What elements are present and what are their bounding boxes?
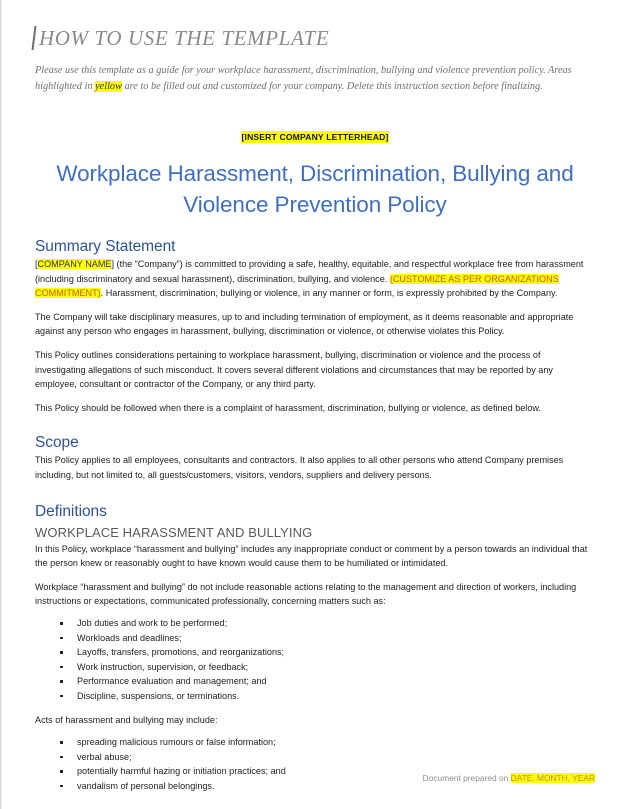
instruction-paragraph [35, 63, 589, 94]
document-content [35, 0, 595, 793]
list-item: Work instruction, supervision, or feedback; [35, 660, 595, 675]
summary-p1-text-b: . Harassment, discrimination, bullying or violence, in any manner or form, is expressly prohibited by the Company. [100, 288, 558, 299]
list-item: Job duties and work to be performed; [35, 616, 595, 631]
summary-paragraph-4: This Policy should be followed when there is a complaint of harassment, discrimination, bullying or violence, as defined below. [35, 402, 541, 413]
company-bracket-close: ] [111, 259, 115, 269]
customize-placeholder[interactable]: (CUSTOMIZE AS PER ORGANIZATIONS COMMITMENT) [35, 273, 559, 299]
list-item: Performance evaluation and management; and [35, 674, 595, 689]
list-item: Workloads and deadlines; [35, 631, 595, 646]
definitions-paragraph-1: In this Policy, workplace “harassment and bullying” includes any inappropriate conduct or comment by a person towards an individual that the person knew or reasonably ought to have known would cause them to be humiliated or intimidated. [35, 543, 588, 569]
list-item: vandalism of personal belongings. [35, 779, 595, 794]
list-item: verbal abuse; [35, 750, 595, 765]
footer-date-placeholder[interactable]: DATE, MONTH, YEAR [510, 773, 595, 783]
letterhead-placeholder[interactable]: [INSERT COMPANY LETTERHEAD] [241, 132, 389, 142]
scope-paragraph-1: This Policy applies to all employees, consultants and contractors. It also applies to all other persons who attend Company premises including, but not limited to, all guests/customers, visitors, vendors, suppliers and delivery persons. [35, 455, 564, 480]
list-item: Discipline, suspensions, or terminations. [35, 689, 595, 704]
list-item: spreading malicious rumours or false information; [35, 735, 595, 750]
instruction-heading-row [35, 26, 595, 52]
instruction-heading: HOW TO USE THE TEMPLATE [39, 26, 330, 50]
page-edge-line-soft [1, 0, 2, 809]
definitions-paragraph-2: Workplace “harassment and bullying” do not include reasonable actions relating to the management and direction of workers, including instructions or expectations, communicated professionally, concerning matters such as: [35, 581, 577, 607]
summary-p1-text-a: (the “Company”) is committed to providing a safe, healthy, equitable, and respectful workplace free from harassment (including discriminatory and sexual harassment), discrimination, bullying, and violence. [35, 259, 584, 284]
exclusions-bullet-list [35, 616, 595, 704]
list-item: Layoffs, transfers, promotions, and reorganizations; [35, 645, 595, 660]
page-title: Workplace Harassment, Discrimination, Bullying and Violence Prevention Policy [56, 161, 574, 217]
heading-summary-statement: Summary Statement [35, 238, 176, 255]
company-name-placeholder[interactable]: COMPANY NAME [37, 259, 112, 269]
list-item: potentially harmful hazing or initiation practices; and [35, 764, 595, 779]
footer-prepared-label: Document prepared on [422, 773, 511, 783]
company-bracket-open: [ [35, 259, 38, 269]
acts-bullet-list [35, 735, 595, 793]
document-footer [35, 772, 595, 784]
summary-paragraph-1 [35, 257, 591, 301]
letterhead-row [35, 127, 595, 145]
heading-scope: Scope [35, 434, 79, 452]
subheading-workplace-harassment-and-bullying: WORKPLACE HARASSMENT AND BULLYING [35, 524, 313, 540]
instruction-text-part1: Please use this template as a guide for your workplace harassment, discrimination, bullying and violence prevention policy. Areas highlighted in [35, 65, 572, 92]
instruction-yellow-word: yellow [95, 80, 122, 92]
instruction-text-part2: are to be filled out and customized for your company. Delete this instruction section before finalizing. [121, 80, 543, 92]
acts-intro-paragraph: Acts of harassment and bullying may include: [35, 715, 218, 726]
heading-definitions: Definitions [35, 502, 107, 520]
summary-paragraph-2: The Company will take disciplinary measures, up to and including termination of employment, as it deems reasonable and appropriate against any person who engages in harassment, bullying, discrimination or violence, or otherwise violates this Policy. [35, 311, 574, 337]
summary-paragraph-3: This Policy outlines considerations pertaining to workplace harassment, bullying, discrimination or violence and the process of investigating allegations of such misconduct. It covers several different violations and circumstances that may be reported by any employee, consultant or contractor of the Company, or any third party. [35, 349, 553, 390]
